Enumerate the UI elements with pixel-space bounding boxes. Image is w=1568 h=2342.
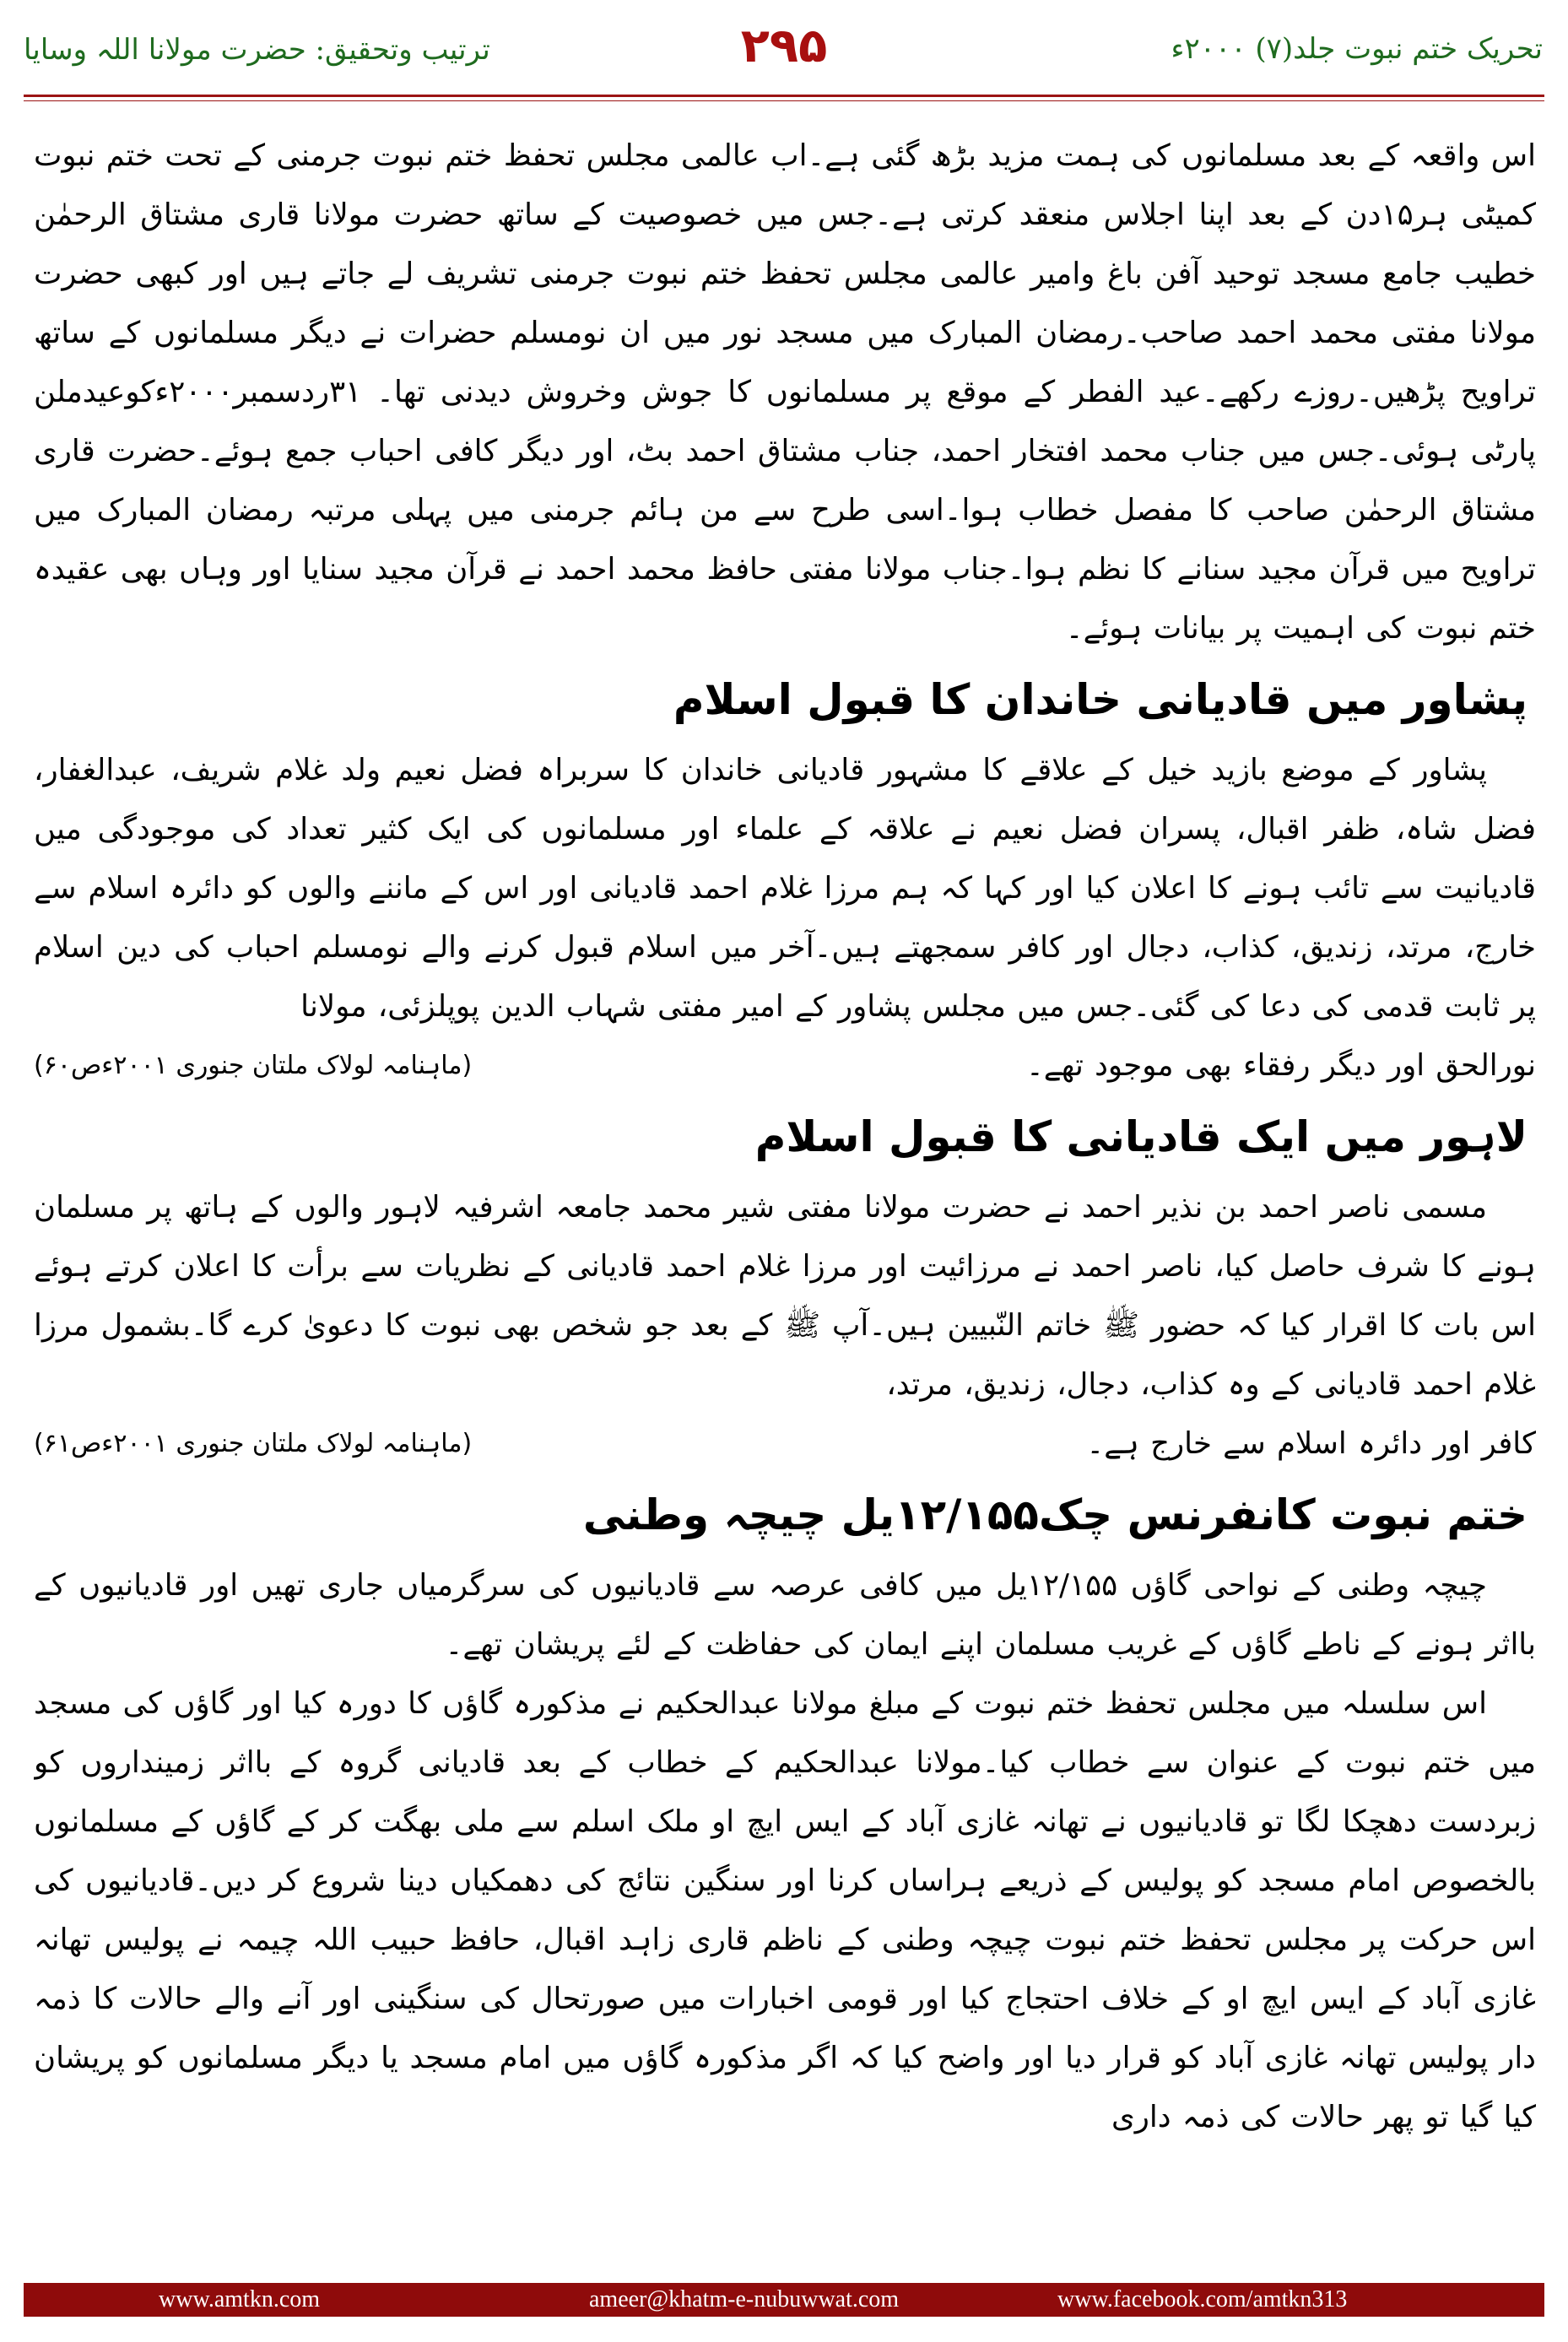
page-number: ۲۹۵ xyxy=(740,19,828,73)
page-footer xyxy=(24,2283,1544,2317)
book-title: تحریک ختم نبوت جلد(۷) ۲۰۰۰ء xyxy=(1171,32,1543,66)
compiler-credit: ترتیب وتحقیق: حضرت مولانا اللہ وسایا xyxy=(24,33,490,67)
reference-line xyxy=(34,1036,1536,1095)
section-heading-peshawar: پشاور میں قادیانی خاندان کا قبول اسلام xyxy=(673,675,1527,724)
source-reference: (ماہنامہ لولاک ملتان جنوری ۲۰۰۱ءص۶۰) xyxy=(34,1051,473,1080)
header-rule xyxy=(24,95,1544,97)
page-body xyxy=(34,127,1536,2253)
source-reference: (ماہنامہ لولاک ملتان جنوری ۲۰۰۱ءص۶۱) xyxy=(34,1429,473,1458)
footer-website-link[interactable]: www.amtkn.com xyxy=(159,2286,321,2312)
intro-paragraph: اس واقعہ کے بعد مسلمانوں کی ہمت مزید بڑھ گئی ہے۔اب عالمی مجلس تحفظ ختم نبوت جرمنی کے تحت ختم نبوت کمیٹی ہر۱۵دن کے بعد اپنا اجلاس منعقد کرتی ہے۔جس میں خصوصیت کے ساتھ حضرت مولانا قاری مشتاق الرحمٰن خطیب جامع مسجد توحید آفن باغ وامیر عالمی مجلس تحفظ ختم نبوت جرمنی تشریف لے جاتے ہیں اور کبھی حضرت مولانا مفتی محمد احمد صاحب۔رمضان المبارک میں مسجد نور میں ان نومسلم حضرات نے دیگر مسلمانوں کے ساتھ تراویح پڑھیں۔روزے رکھے۔عید الفطر کے موقع پر مسلمانوں کا جوش وخروش دیدنی تھا۔ ۳۱ردسمبر۲۰۰۰ءکوعیدملن پارٹی ہوئی۔جس میں جناب محمد افتخار احمد، جناب مشتاق احمد بٹ، اور دیگر کافی احباب جمع ہوئے۔حضرت قاری مشتاق الرحمٰن صاحب کا مفصل خطاب ہوا۔اسی طرح سے من ہائم جرمنی میں پہلی مرتبہ رمضان المبارک میں تراویح میں قرآن مجید سنانے کا نظم ہوا۔جناب مولانا مفتی حافظ محمد احمد نے قرآن مجید سنایا اور وہاں بھی عقیدہ ختم نبوت کی اہمیت پر بیانات ہوئے۔ xyxy=(34,138,1536,646)
section-heading-conference: ختم نبوت کانفرنس چک۱۲/۱۵۵یل چیچہ وطنی xyxy=(582,1490,1527,1539)
page-header xyxy=(0,0,1568,93)
section-paragraph-conference-1: چیچہ وطنی کے نواحی گاؤں ۱۲/۱۵۵یل میں کافی عرصہ سے قادیانیوں کی سرگرمیاں جاری تھیں اور قادیانیوں کے بااثر ہونے کے ناطے گاؤں کے غریب مسلمان اپنے ایمان کی حفاظت کے لئے پریشان تھے۔ xyxy=(34,1568,1536,1662)
paragraph-last-line: کافر اور دائرہ اسلام سے خارج ہے۔ xyxy=(1086,1426,1536,1461)
reference-line xyxy=(34,1414,1536,1474)
section-heading-lahore: لاہور میں ایک قادیانی کا قبول اسلام xyxy=(754,1112,1527,1161)
footer-email-link[interactable]: ameer@khatm-e-nubuwwat.com xyxy=(589,2286,900,2312)
section-paragraph-peshawar: پشاور کے موضع بازید خیل کے علاقے کا مشہور قادیانی خاندان کا سربراہ فضل نعیم ولد غلام شریف، عبدالغفار، فضل شاہ، ظفر اقبال، پسران فضل نعیم نے علاقہ کے علماء اور مسلمانوں کی ایک کثیر تعداد کی موجودگی میں قادیانیت سے تائب ہونے کا اعلان کیا اور کہا کہ ہم مرزا غلام احمد قادیانی اور اس کے ماننے والوں کو دائرہ اسلام سے خارج، مرتد، زندیق، کذاب، دجال اور کافر سمجھتے ہیں۔آخر میں اسلام قبول کرنے والے نومسلم احباب کی دین اسلام پر ثابت قدمی کی دعا کی گئی۔جس میں مجلس پشاور کے امیر مفتی شہاب الدین پوپلزئی، مولانا xyxy=(34,753,1536,1024)
paragraph-last-line: نورالحق اور دیگر رفقاء بھی موجود تھے۔ xyxy=(1025,1048,1536,1083)
section-paragraph-conference-2: اس سلسلہ میں مجلس تحفظ ختم نبوت کے مبلغ مولانا عبدالحکیم نے مذکورہ گاؤں کا دورہ کیا اور گاؤں کی مسجد میں ختم نبوت کے عنوان سے خطاب کیا۔مولانا عبدالحکیم کے خطاب کے بعد قادیانی گروہ کے بااثر زمینداروں کو زبردست دھچکا لگا تو قادیانیوں نے تھانہ غازی آباد کے ایس ایچ او ملک اسلم سے ملی بھگت کر کے گاؤں کے مسلمانوں بالخصوص امام مسجد کو پولیس کے ذریعے ہراساں کرنا اور سنگین نتائج کی دھمکیاں دینا شروع کر دیں۔قادیانیوں کی اس حرکت پر مجلس تحفظ ختم نبوت چیچہ وطنی کے ناظم قاری زاہد اقبال، حافظ حبیب اللہ چیمہ نے پولیس تھانہ غازی آباد کے ایس ایچ او کے خلاف احتجاج کیا اور قومی اخبارات میں صورتحال کی سنگینی اور آنے والے حالات کا ذمہ دار پولیس تھانہ غازی آباد کو قرار دیا اور واضح کیا کہ اگر مذکورہ گاؤں میں امام مسجد یا دیگر مسلمانوں کو پریشان کیا گیا تو پھر حالات کی ذمہ داری xyxy=(34,1686,1536,2134)
header-rule-thin xyxy=(24,100,1544,101)
section-paragraph-lahore: مسمی ناصر احمد بن نذیر احمد نے حضرت مولانا مفتی شیر محمد جامعہ اشرفیہ لاہور والوں کے ہاتھ پر مسلمان ہونے کا شرف حاصل کیا، ناصر احمد نے مرزائیت اور مرزا غلام احمد قادیانی کے نظریات سے برأت کا اعلان کرتے ہوئے اس بات کا اقرار کیا کہ حضور ﷺ خاتم النّبیین ہیں۔آپ ﷺ کے بعد جو شخص بھی نبوت کا دعویٰ کرے گا۔بشمول مرزا غلام احمد قادیانی کے وہ کذاب، دجال، زندیق، مرتد، xyxy=(34,1190,1536,1402)
footer-facebook-link[interactable]: www.facebook.com/amtkn313 xyxy=(1057,2286,1348,2312)
